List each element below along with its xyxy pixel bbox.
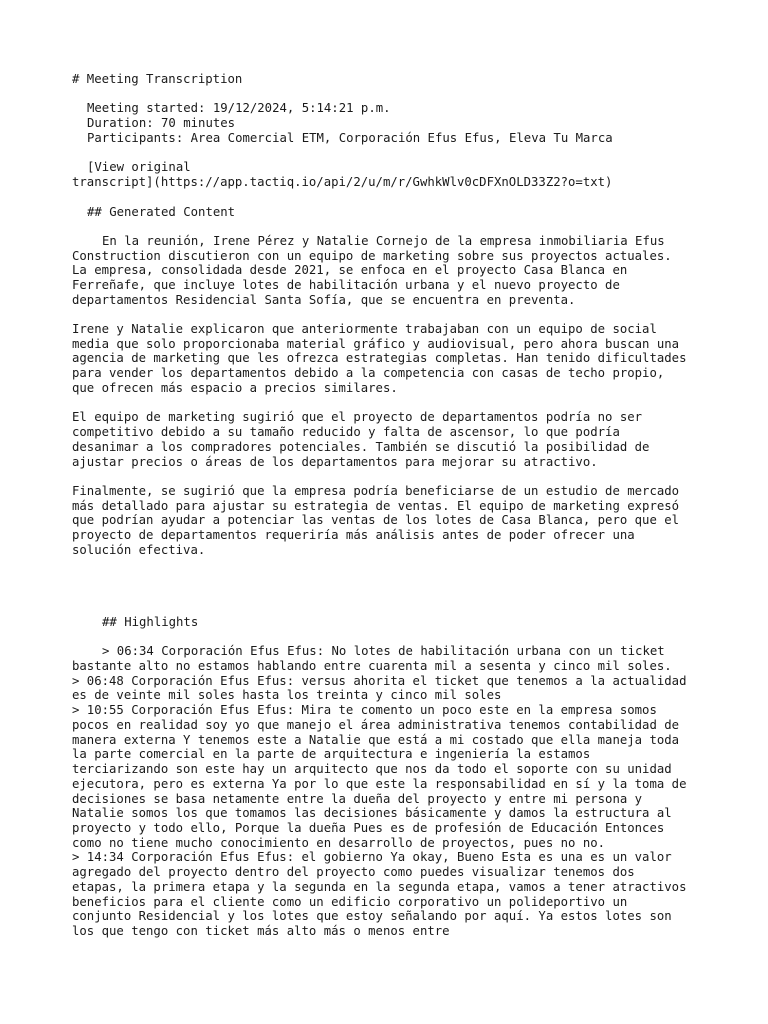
meeting-participants: Participants: Area Comercial ETM, Corporación Efus Efus, Eleva Tu Marca — [87, 131, 613, 145]
highlight-line: > 06:34 Corporación Efus Efus: No lotes de habilitación urbana con un ticket — [102, 644, 665, 658]
highlight-line: los que tengo con ticket más alto más o menos entre — [72, 924, 450, 938]
summary-line: más detallado para ajustar su estrategia de ventas. El equipo de marketing expresó — [72, 499, 680, 513]
highlight-line: pocos en realidad soy yo que manejo el área administrativa tenemos contabilidad de — [72, 718, 680, 732]
summary-line: Irene y Natalie explicaron que anteriormente trabajaban con un equipo de social — [72, 322, 657, 336]
summary-line: Ferreñafe, que incluye lotes de habilitación urbana y el nuevo proyecto de — [72, 278, 620, 292]
meeting-duration: Duration: 70 minutes — [87, 116, 236, 130]
highlight-line: Natalie somos los que tomamos las decisiones básicamente y damos la estructura al — [72, 806, 672, 820]
highlight-line: la parte comercial en la parte de arquitectura e ingeniería la estamos — [72, 747, 591, 761]
summary-line: departamentos Residencial Santa Sofía, que se encuentra en preventa. — [72, 293, 576, 307]
transcript-link-line-1[interactable]: [View original — [87, 160, 191, 174]
meeting-started: Meeting started: 19/12/2024, 5:14:21 p.m. — [87, 101, 391, 115]
summary-line: El equipo de marketing sugirió que el proyecto de departamentos podría no ser — [72, 410, 643, 424]
summary-line: solución efectiva. — [72, 543, 206, 557]
transcript-link-line-2[interactable]: transcript](https://app.tactiq.io/api/2/u/m/r/GwhkWlv0cDFXnOLD33Z2?o=txt) — [72, 175, 613, 189]
highlight-line: proyecto y todo ello, Porque la dueña Pues es de profesión de Educación Entonces — [72, 821, 665, 835]
summary-line: Finalmente, se sugirió que la empresa podría beneficiarse de un estudio de mercado — [72, 484, 680, 498]
highlight-line: beneficios para el cliente como un edificio corporativo un polideportivo un — [72, 895, 628, 909]
highlight-line: es de veinte mil soles hasta los treinta y cinco mil soles — [72, 688, 502, 702]
highlight-line: agregado del proyecto dentro del proyecto como puedes visualizar tenemos dos — [72, 865, 635, 879]
summary-line: para vender los departamentos debido a la competencia con casas de techo propio, — [72, 366, 665, 380]
summary-line: desanimar a los compradores potenciales. También se discutió la posibilidad de — [72, 440, 650, 454]
summary-line: Construction discutieron con un equipo de marketing sobre sus proyectos actuales. — [72, 249, 672, 263]
summary-line: proyecto de departamentos requeriría más análisis antes de poder ofrecer una — [72, 528, 635, 542]
summary-line: agencia de marketing que les ofrezca estrategias completas. Han tenido dificultades — [72, 351, 687, 365]
highlight-line: decisiones se basa netamente entre la dueña del proyecto y entre mi persona y — [72, 792, 643, 806]
highlight-line: conjunto Residencial y los lotes que estoy señalando por aquí. Ya estos lotes son — [72, 909, 672, 923]
highlight-line: como no tiene mucho conocimiento en desarrollo de proyectos, pues no no. — [72, 836, 606, 850]
document-title: # Meeting Transcription — [72, 72, 243, 86]
summary-line: La empresa, consolidada desde 2021, se enfoca en el proyecto Casa Blanca en — [72, 263, 628, 277]
highlights-heading: ## Highlights — [102, 615, 199, 629]
highlight-line: > 14:34 Corporación Efus Efus: el gobierno Ya okay, Bueno Esta es una es un valor — [72, 850, 672, 864]
summary-line: que ofrecen más espacio a precios similares. — [72, 381, 398, 395]
summary-line: En la reunión, Irene Pérez y Natalie Cornejo de la empresa inmobiliaria Efus — [102, 234, 665, 248]
highlight-line: ejecutora, pero es externa Ya por lo que este la responsabilidad en sí y la toma de — [72, 777, 687, 791]
summary-line: que podrían ayudar a potenciar las ventas de los lotes de Casa Blanca, pero que el — [72, 513, 680, 527]
highlight-line: > 10:55 Corporación Efus Efus: Mira te comento un poco este en la empresa somos — [72, 703, 657, 717]
highlight-line: > 06:48 Corporación Efus Efus: versus ahorita el ticket que tenemos a la actualidad — [72, 674, 687, 688]
highlight-line: bastante alto no estamos hablando entre cuarenta mil a sesenta y cinco mil soles. — [72, 659, 672, 673]
highlight-line: etapas, la primera etapa y la segunda en la segunda etapa, vamos a tener atractivos — [72, 880, 687, 894]
highlight-line: manera externa Y tenemos este a Natalie que está a mi costado que ella maneja toda — [72, 733, 680, 747]
summary-line: media que solo proporcionaba material gráfico y audiovisual, pero ahora buscan una — [72, 337, 680, 351]
summary-line: competitivo debido a su tamaño reducido y falta de ascensor, lo que podría — [72, 425, 620, 439]
summary-line: ajustar precios o áreas de los departamentos para mejorar su atractivo. — [72, 455, 598, 469]
highlight-line: terciarizando son este hay un arquitecto que nos da todo el soporte con su unidad — [72, 762, 672, 776]
generated-content-heading: ## Generated Content — [87, 205, 236, 219]
